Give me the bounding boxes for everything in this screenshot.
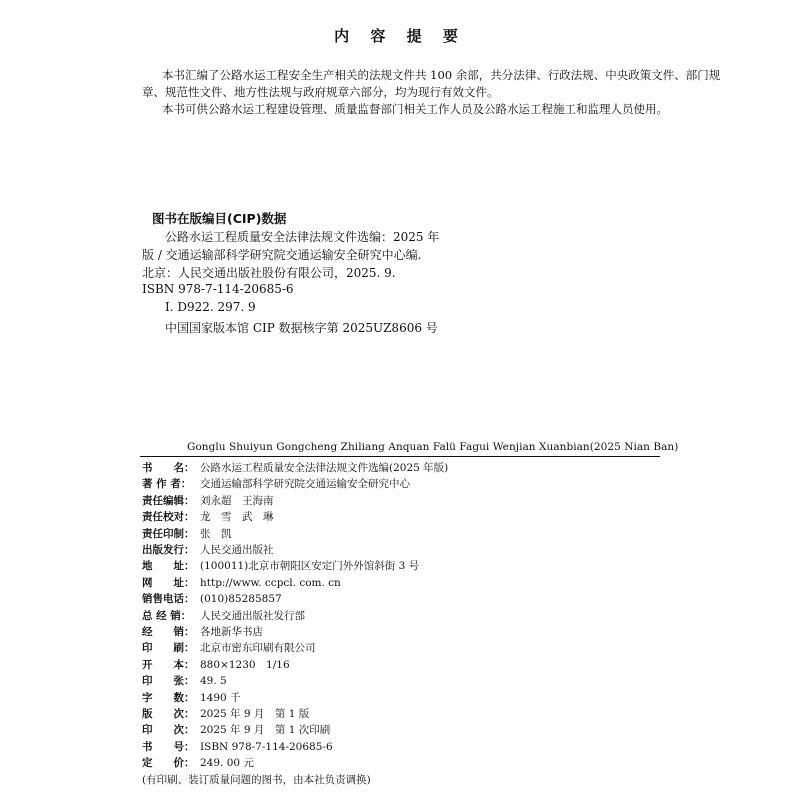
colophon-value: 49. 5 bbox=[200, 675, 227, 688]
colophon-label: 书 名： bbox=[142, 462, 195, 474]
pinyin-title: Gonglu Shuiyun Gongcheng Zhiliang Anquan Falü Fagui Wenjian Xuanbian(2025 Nian Ban) bbox=[187, 441, 679, 453]
colophon-row-printed-sheets bbox=[142, 673, 227, 689]
colophon-value: 北京市密东印刷有限公司 bbox=[200, 642, 316, 655]
colophon-label: 出版发行： bbox=[142, 544, 195, 556]
colophon-row-website bbox=[142, 575, 341, 591]
colophon-row-printer bbox=[142, 640, 316, 656]
colophon-label: 印 张： bbox=[142, 675, 195, 688]
cip-publisher-line: 北京：人民交通出版社股份有限公司，2025. 9. bbox=[142, 266, 396, 280]
colophon-value: (010)85285857 bbox=[200, 593, 282, 606]
colophon-label: 网 址： bbox=[142, 576, 195, 589]
colophon-value: 人民交通出版社 bbox=[200, 544, 274, 556]
summary-paragraph-2: 本书可供公路水运工程建设管理、质量监督部门相关工作人员及公路水运工程施工和监理人员使用。 bbox=[162, 102, 668, 116]
cip-classification: Ⅰ. D922. 297. 9 bbox=[165, 300, 256, 314]
colophon-label: 印 次： bbox=[142, 724, 195, 737]
colophon-label: 销售电话： bbox=[142, 593, 195, 606]
colophon-label: 著 作 者： bbox=[142, 478, 192, 491]
colophon-value: 刘永超 王海南 bbox=[200, 494, 274, 507]
colophon-value: 人民交通出版社发行部 bbox=[200, 609, 305, 622]
divider bbox=[140, 456, 660, 457]
cip-isbn: ISBN 978-7-114-20685-6 bbox=[142, 282, 294, 296]
colophon-label: 责任编辑： bbox=[142, 494, 195, 507]
colophon-row-editor bbox=[142, 493, 274, 509]
colophon-label: 版 次： bbox=[142, 708, 195, 720]
colophon-value: 2025 年 9 月 第 1 版 bbox=[200, 708, 310, 720]
colophon-row-impression bbox=[142, 722, 330, 738]
colophon-label: 地 址： bbox=[142, 560, 195, 573]
colophon-row-author bbox=[142, 476, 410, 492]
colophon-row-format bbox=[142, 657, 290, 673]
colophon-label: 书 号： bbox=[142, 740, 195, 753]
cip-title-line-2: 版 / 交通运输部科学研究院交通运输安全研究中心编. bbox=[142, 248, 422, 262]
colophon-row-general-distributor bbox=[142, 608, 305, 624]
colophon-value: 张 凯 bbox=[200, 527, 232, 540]
colophon-row-edition bbox=[142, 706, 309, 722]
colophon-value: 龙 雪 武 琳 bbox=[200, 511, 274, 524]
summary-paragraph-1-line-2: 章、规范性文件、地方性法规与政府规章六部分，均为现行有效文件。 bbox=[142, 85, 499, 99]
colophon-value: ISBN 978-7-114-20685-6 bbox=[200, 740, 333, 753]
colophon-row-sales-phone bbox=[142, 591, 282, 607]
colophon-note: (有印刷、装订质量问题的图书，由本社负责调换) bbox=[142, 773, 371, 786]
colophon-label: 经 销： bbox=[142, 626, 195, 638]
colophon-row-price bbox=[142, 755, 254, 771]
colophon-row-address bbox=[142, 558, 419, 574]
colophon-value: 249. 00 元 bbox=[200, 757, 254, 770]
colophon-value: 公路水运工程质量安全法律法规文件选编(2025 年版) bbox=[200, 462, 449, 474]
colophon-value: 各地新华书店 bbox=[200, 626, 263, 638]
colophon-value: 交通运输部科学研究院交通运输安全研究中心 bbox=[200, 478, 410, 491]
colophon-value: http://www. ccpcl. com. cn bbox=[200, 576, 341, 589]
colophon-label: 总 经 销： bbox=[142, 609, 192, 622]
colophon-label: 责任校对： bbox=[142, 511, 195, 524]
colophon-row-publisher bbox=[142, 542, 274, 558]
colophon-label: 印 刷： bbox=[142, 642, 195, 655]
colophon-value: 1490 千 bbox=[200, 691, 241, 704]
colophon-label: 定 价： bbox=[142, 757, 195, 770]
colophon-value: (100011)北京市朝阳区安定门外外馆斜街 3 号 bbox=[200, 560, 420, 573]
cip-heading: 图书在版编目(CIP)数据 bbox=[152, 211, 287, 226]
colophon-value: 2025 年 9 月 第 1 次印刷 bbox=[200, 724, 331, 737]
colophon-row-printing-manager bbox=[142, 526, 232, 542]
summary-paragraph-1-line-1: 本书汇编了公路水运工程安全生产相关的法规文件共 100 余部，共分法律、行政法规、中央政策文件、部门规 bbox=[162, 68, 721, 82]
colophon-label: 字 数： bbox=[142, 691, 195, 704]
colophon-label: 开 本： bbox=[142, 658, 195, 671]
colophon-row-book-number bbox=[142, 739, 333, 755]
colophon-value: 880×1230 1/16 bbox=[200, 658, 290, 671]
cip-verification: 中国国家版本馆 CIP 数据核字第 2025UZ8606 号 bbox=[165, 321, 438, 335]
colophon-row-word-count bbox=[142, 690, 241, 706]
colophon-row-distributor bbox=[142, 624, 263, 640]
summary-title: 内 容 提 要 bbox=[334, 27, 466, 45]
colophon-row-title bbox=[142, 460, 448, 476]
colophon-row-proofreader bbox=[142, 509, 274, 525]
cip-title-line-1: 公路水运工程质量安全法律法规文件选编：2025 年 bbox=[165, 230, 440, 244]
colophon-label: 责任印制： bbox=[142, 527, 195, 540]
